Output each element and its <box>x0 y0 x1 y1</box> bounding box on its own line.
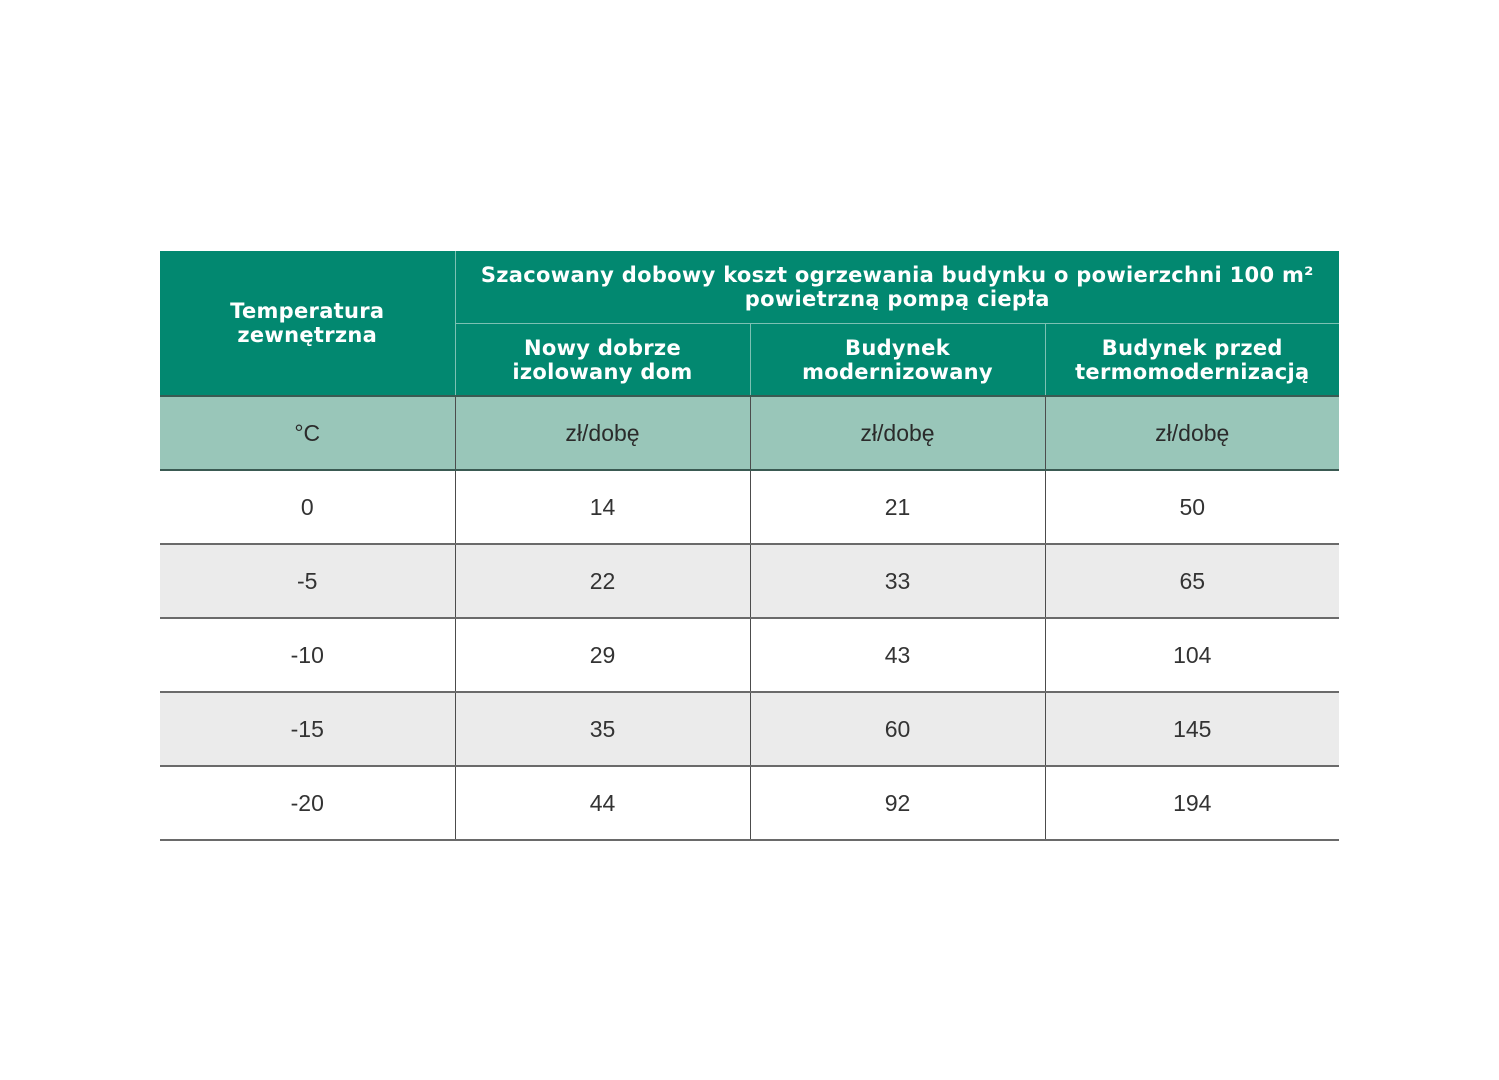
units-row <box>160 396 1339 470</box>
row-label-line1: Temperatura <box>230 299 385 323</box>
cost-cell: 92 <box>750 766 1045 840</box>
cost-cell: 21 <box>750 470 1045 544</box>
group-title-line2: powietrzną pompą ciepła <box>744 287 1050 311</box>
temperature-cell: -10 <box>160 618 455 692</box>
unit-cell: °C <box>160 396 455 470</box>
cost-cell: 104 <box>1045 618 1339 692</box>
cost-cell: 50 <box>1045 470 1339 544</box>
column-header-line2: izolowany dom <box>512 359 693 384</box>
temperature-cell: -20 <box>160 766 455 840</box>
unit-cell: zł/dobę <box>1045 396 1339 470</box>
table-row <box>160 766 1339 840</box>
cost-cell: 145 <box>1045 692 1339 766</box>
column-header-before-thermomodernization <box>1045 324 1339 397</box>
heating-cost-table <box>160 251 1339 841</box>
row-label-header <box>160 251 455 396</box>
group-title-line1: Szacowany dobowy koszt ogrzewania budynku o powierzchni 100 m² <box>480 263 1314 287</box>
table-row <box>160 692 1339 766</box>
temperature-cell: -5 <box>160 544 455 618</box>
column-header-line1: Budynek przed <box>1101 335 1283 360</box>
unit-cell: zł/dobę <box>455 396 750 470</box>
cost-cell: 43 <box>750 618 1045 692</box>
cost-cell: 22 <box>455 544 750 618</box>
unit-cell: zł/dobę <box>750 396 1045 470</box>
column-header-line2: modernizowany <box>802 359 993 384</box>
column-header-line1: Nowy dobrze <box>523 335 682 360</box>
cost-cell: 35 <box>455 692 750 766</box>
cost-cell: 60 <box>750 692 1045 766</box>
group-title-header <box>455 251 1339 324</box>
column-header-modernized <box>750 324 1045 397</box>
column-header-line1: Budynek <box>845 335 950 360</box>
temperature-cell: 0 <box>160 470 455 544</box>
column-header-line2: termomodernizacją <box>1075 359 1310 384</box>
row-label-line2: zewnętrzna <box>237 323 378 347</box>
table-header <box>160 251 1339 396</box>
table-row <box>160 470 1339 544</box>
temperature-cell: -15 <box>160 692 455 766</box>
cost-cell: 44 <box>455 766 750 840</box>
cost-cell: 194 <box>1045 766 1339 840</box>
table-row <box>160 544 1339 618</box>
table-row <box>160 618 1339 692</box>
cost-cell: 29 <box>455 618 750 692</box>
cost-cell: 65 <box>1045 544 1339 618</box>
cost-cell: 14 <box>455 470 750 544</box>
cost-cell: 33 <box>750 544 1045 618</box>
column-header-new-house <box>455 324 750 397</box>
table-body <box>160 396 1339 840</box>
